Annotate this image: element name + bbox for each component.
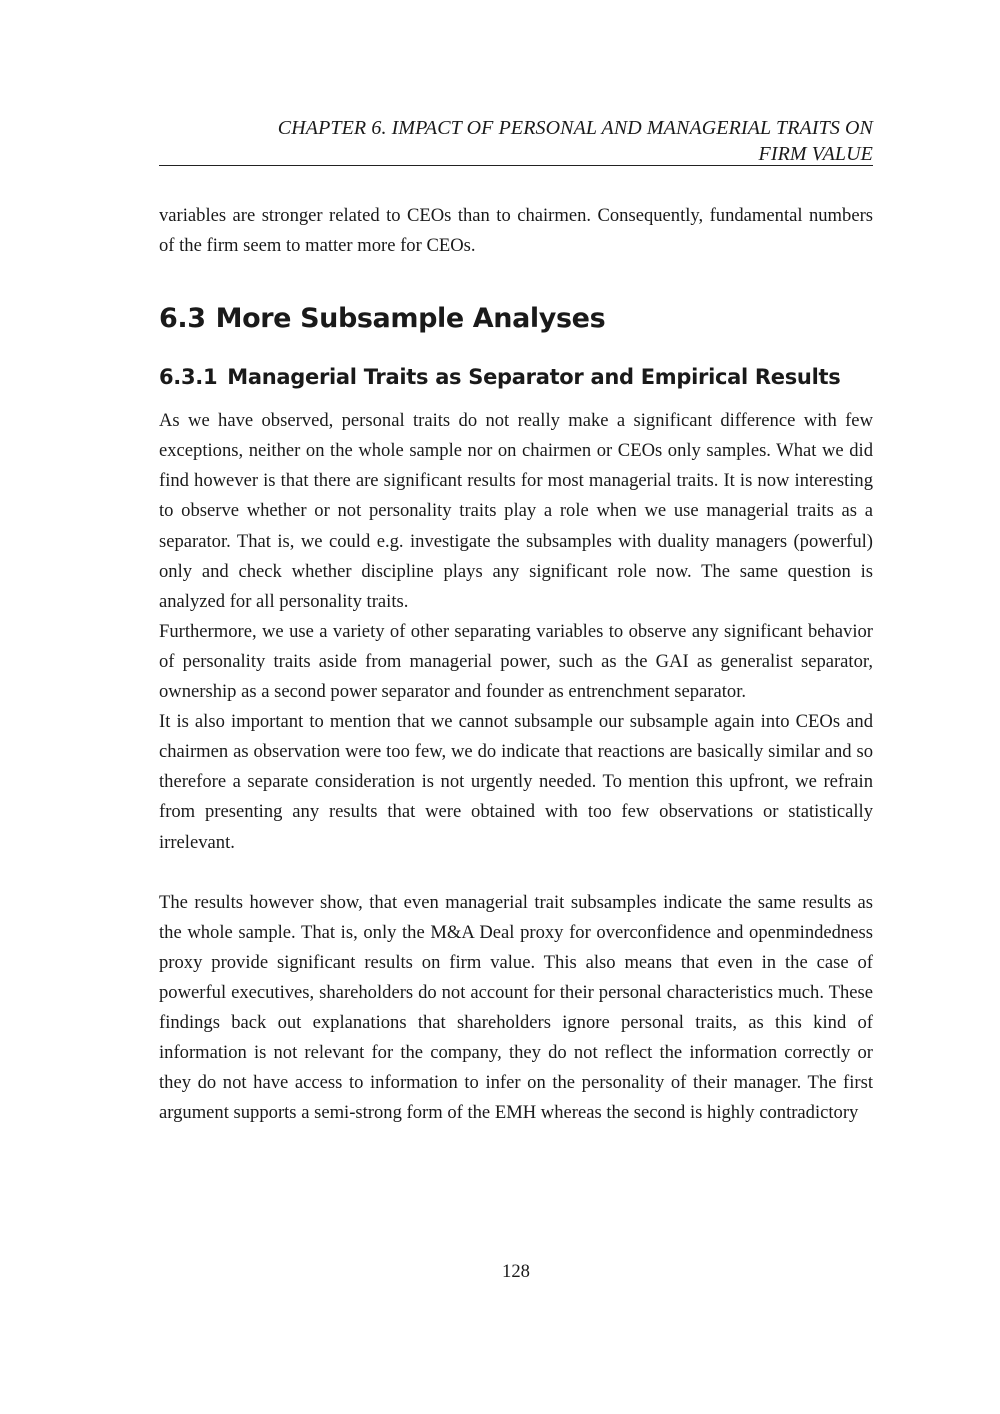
subsection-title: Managerial Traits as Separator and Empirical Results: [227, 365, 841, 390]
intro-paragraph: variables are stronger related to CEOs than to chairmen. Consequently, fundamental numbers of the firm seem to matter more for CEOs.: [159, 205, 873, 257]
page-number: 128: [502, 1261, 530, 1282]
subsection-heading: [159, 362, 873, 392]
section-number: 6.3: [159, 303, 206, 335]
subsection-number: 6.3.1: [159, 365, 218, 390]
running-header-line-2: FIRM VALUE: [758, 143, 873, 165]
running-header-line-1: CHAPTER 6. IMPACT OF PERSONAL AND MANAGERIAL TRAITS ON: [277, 117, 873, 139]
body-paragraph: It is also important to mention that we cannot subsample our subsample again into CEOs and chairmen as observation were too few, we do indicate that reactions are basically similar and so therefore a separate consideration is not urgently needed. To mention this upfront, we refrain from presenting any results that were obtained with too few observations or statistically irrelevant.: [159, 711, 873, 853]
document-page: [159, 0, 873, 1414]
body-paragraph: Furthermore, we use a variety of other separating variables to observe any significant behavior of personality traits aside from managerial power, such as the GAI as generalist separator, ownership as a second power separator and founder as entrenchment separator.: [159, 620, 873, 703]
body-text: [159, 406, 873, 1128]
running-header: [159, 115, 873, 167]
paragraph-gap: [159, 858, 873, 888]
section-title: More Subsample Analyses: [215, 303, 606, 335]
body-paragraph: As we have observed, personal traits do not really make a significant difference with few exceptions, neither on the whole sample nor on chairmen or CEOs only samples. What we did find however is that there are significant results for most managerial traits. It is now interesting to observe whether or not personality traits play a role when we use managerial traits as a separator. That is, we could e.g. investigate the subsamples with duality managers (powerful) only and check whether discipline plays any significant role now. The same question is analyzed for all personality traits.: [159, 410, 873, 612]
page-content: [159, 201, 873, 1128]
section-heading: [159, 301, 873, 337]
body-paragraph: The results however show, that even managerial trait subsamples indicate the same results as the whole sample. That is, only the M&A Deal proxy for overconfidence and openmindedness proxy provide significant results on firm value. This also means that even in the case of powerful executives, shareholders do not account for their personal characteristics much. These findings back out explanations that shareholders ignore personal traits, as this kind of information is not relevant for the company, they do not reflect the information correctly or they do not have access to information to infer on the personality of their manager. The first argument supports a semi-strong form of the EMH whereas the second is highly contradictory: [159, 891, 873, 1124]
header-rule: [159, 165, 873, 166]
